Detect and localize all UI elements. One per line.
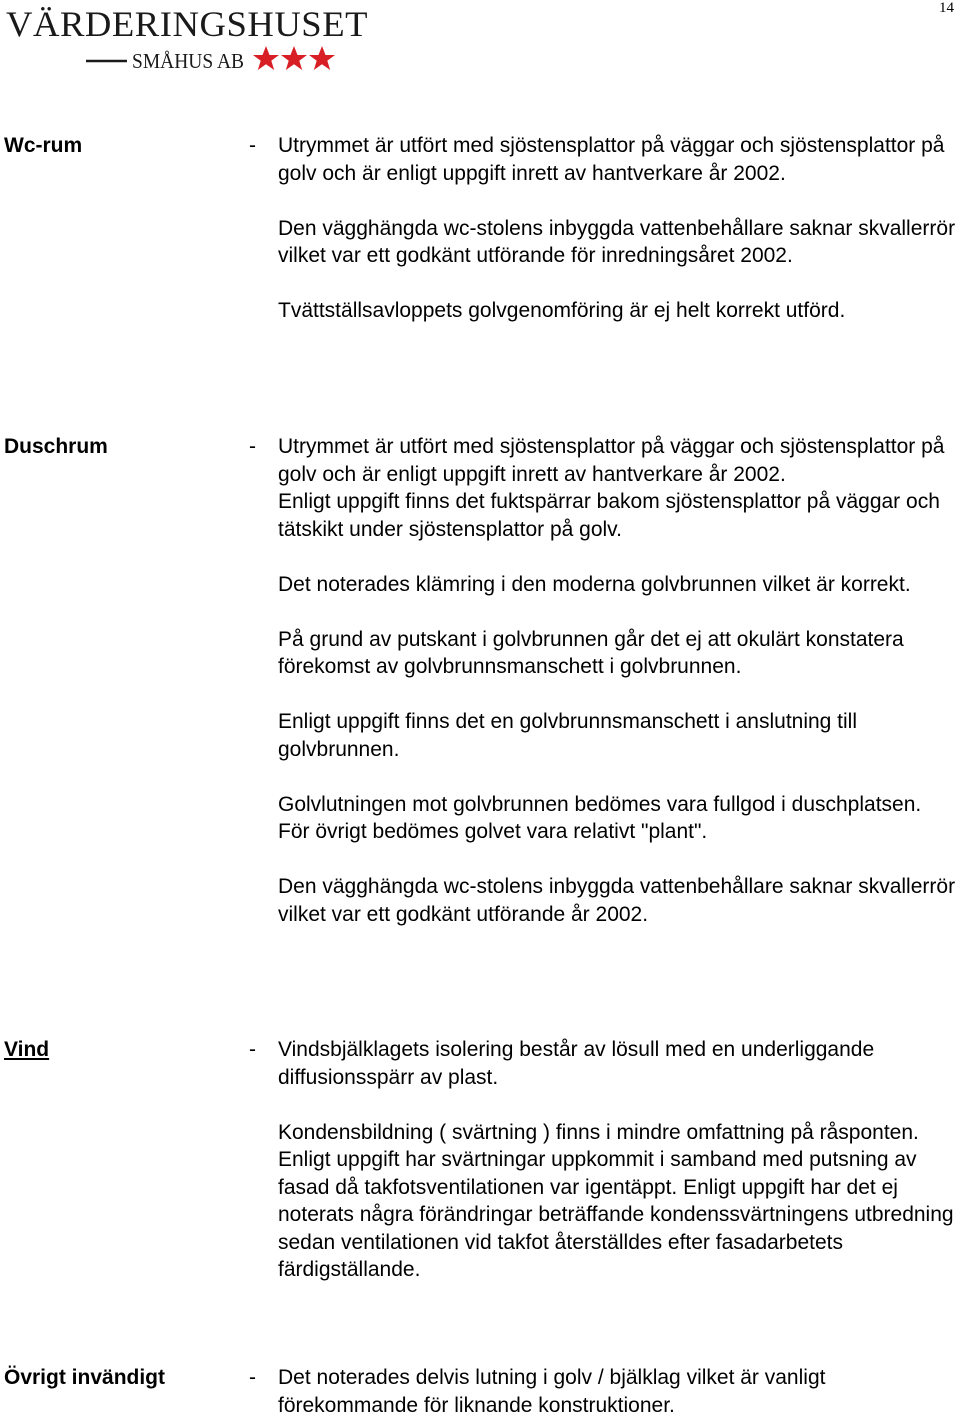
logo-star-3-icon bbox=[309, 46, 335, 70]
section-label: Wc-rum bbox=[4, 134, 83, 157]
bullet-dash: - bbox=[249, 134, 256, 157]
paragraph: Utrymmet är utfört med sjöstensplattor på väggar och sjöstensplattor på golv och är enligt uppgift inrett av hantverkare år 2002. bbox=[278, 435, 945, 486]
bullet-dash: - bbox=[249, 435, 256, 458]
paragraph: Utrymmet är utfört med sjöstensplattor på väggar och sjöstensplattor på golv och är enligt uppgift inrett av hantverkare år 2002. bbox=[278, 134, 945, 185]
paragraph: På grund av putskant i golvbrunnen går det ej att okulärt konstatera förekomst av golvbrunnsmanschett i golvbrunnen. bbox=[278, 627, 904, 678]
section-body bbox=[278, 132, 958, 325]
logo-star-1-icon bbox=[253, 46, 279, 70]
paragraph: Golvlutningen mot golvbrunnen bedömes vara fullgod i duschplatsen. För övrigt bedömes golvet vara relativt "plant". bbox=[278, 792, 922, 843]
paragraph: Enligt uppgift finns det fuktspärrar bakom sjöstensplattor på väggar och tätskikt under sjöstensplattor på golv. bbox=[278, 490, 940, 541]
section-body bbox=[278, 1036, 958, 1284]
section-label: Duschrum bbox=[4, 435, 108, 458]
paragraph: Den vägghängda wc-stolens inbyggda vattenbehållare saknar skvallerrör vilket var ett godkänt utförande år 2002. bbox=[278, 875, 956, 926]
section-body bbox=[278, 433, 958, 928]
paragraph: Tvättställsavloppets golvgenomföring är ej helt korrekt utförd. bbox=[278, 299, 846, 322]
bullet-dash: - bbox=[249, 1038, 256, 1061]
logo-graphic bbox=[4, 0, 376, 82]
paragraph: Det noterades klämring i den moderna golvbrunnen vilket är korrekt. bbox=[278, 572, 911, 596]
paragraph: Den vägghängda wc-stolens inbyggda vattenbehållare saknar skvallerrör vilket var ett godkänt utförande för inredningsåret 2002. bbox=[278, 216, 956, 267]
logo-star-2-icon bbox=[281, 46, 307, 70]
paragraph: Det noterades delvis lutning i golv / bjälklag vilket är vanligt förekommande för liknande konstruktioner. bbox=[278, 1366, 826, 1417]
section-label: Vind bbox=[4, 1038, 50, 1061]
bullet-dash: - bbox=[249, 1366, 256, 1389]
page-number: 14 bbox=[939, 0, 954, 16]
company-logo bbox=[4, 0, 376, 82]
logo-subtitle: SMÅHUS AB bbox=[132, 49, 244, 73]
paragraph: Kondensbildning ( svärtning ) finns i mindre omfattning på råsponten. Enligt uppgift har svärtningar uppkommit i samband med putsning av fasad då takfotsventilationen var igentäppt. Enligt uppgift har det ej noterats några förändringar beträffande kondenssvärtningens utbredning sedan ventilationen vid takfot återställdes efter fasadarbetets färdigställande. bbox=[278, 1120, 954, 1281]
logo-wordmark: VÄRDERINGSHUSET bbox=[6, 4, 368, 44]
paragraph: Enligt uppgift finns det en golvbrunnsmanschett i anslutning till golvbrunnen. bbox=[278, 710, 858, 761]
section-body bbox=[278, 1364, 958, 1419]
logo-stars bbox=[253, 46, 335, 70]
paragraph: Vindsbjälklagets isolering består av lösull med en underliggande diffusionsspärr av plast. bbox=[278, 1038, 875, 1089]
section-label: Övrigt invändigt bbox=[4, 1366, 166, 1389]
